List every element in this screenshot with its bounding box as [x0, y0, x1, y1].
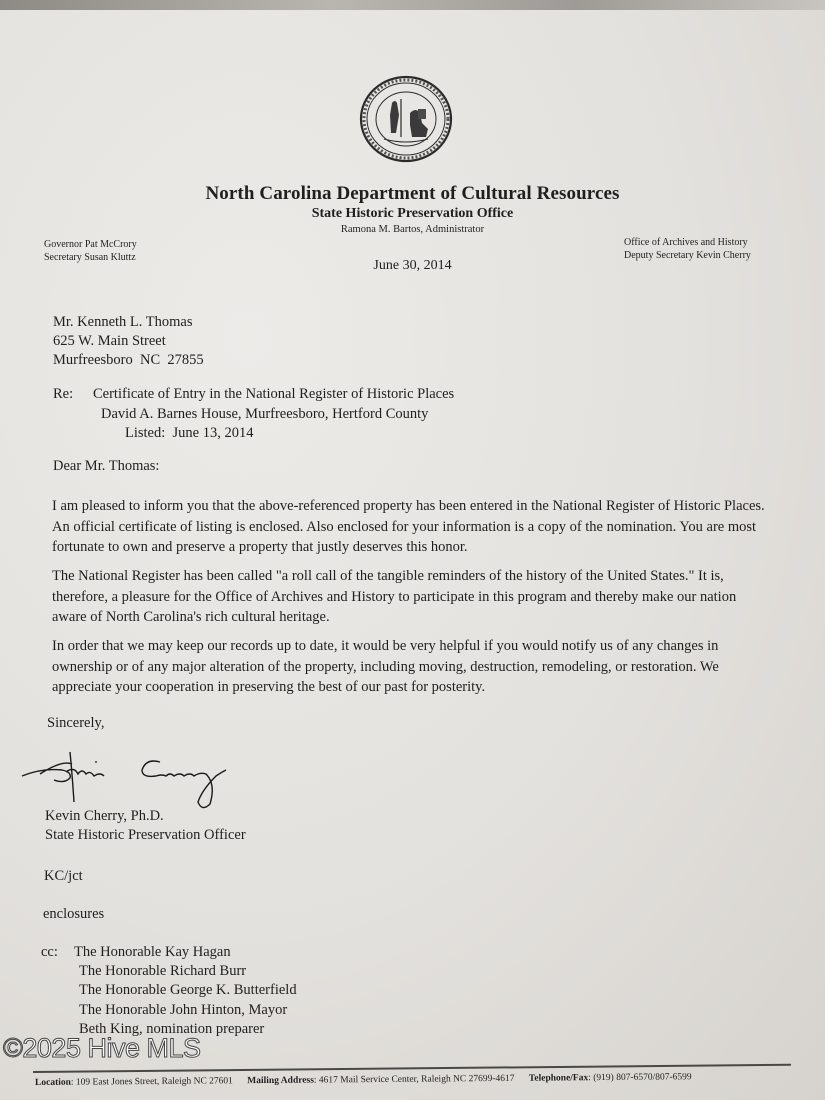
phone-label: Telephone/Fax	[528, 1073, 589, 1084]
cc-list	[41, 943, 297, 1039]
body-paragraph-3: In order that we may keep our records up to date, it would be very helpful if you would notify us of any changes in ownership or of any major alteration of the property, including moving, destruction, remodeling, or restoration. We appreciate your cooperation in preserving the best of our past for posterity.	[52, 638, 719, 695]
signer-block	[45, 807, 246, 845]
location-value: : 109 East Jones Street, Raleigh NC 27601	[70, 1076, 233, 1088]
recipient-street: 625 W. Main Street	[53, 333, 166, 349]
department-name: North Carolina Department of Cultural Resources	[205, 183, 620, 204]
mailing-value: : 4617 Mail Service Center, Raleigh NC 27699-4617	[313, 1073, 515, 1086]
cc-name: Beth King, nomination preparer	[79, 1020, 265, 1037]
signer-name: Kevin Cherry, Ph.D.	[45, 808, 164, 824]
recipient-city: Murfreesboro NC 27855	[53, 352, 204, 368]
phone-value: : (919) 807-6570/807-6599	[588, 1072, 692, 1084]
cc-name: The Honorable George K. Butterfield	[79, 982, 297, 999]
office-line: Office of Archives and History	[624, 237, 748, 248]
governor-line: Governor Pat McCrory	[44, 239, 137, 250]
re-line-3: Listed: June 13, 2014	[125, 425, 254, 441]
state-seal-icon	[354, 75, 458, 163]
body-paragraph-1: I am pleased to inform you that the above-referenced property has been entered in the National Register of Historic Places. An official certificate of listing is enclosed. Also enclosed for your information is a copy of the nomination. You are most fortunate to own and preserve a property that justly deserves this honor.	[52, 498, 765, 555]
cc-name: The Honorable Kay Hagan	[74, 944, 231, 960]
copyright-watermark: ©2025 Hive MLS	[3, 1033, 201, 1063]
signer-title: State Historic Preservation Officer	[45, 827, 246, 843]
office-name: State Historic Preservation Office	[311, 206, 514, 221]
re-line-2: David A. Barnes House, Murfreesboro, Hertford County	[101, 405, 429, 422]
recipient-address	[53, 313, 204, 370]
typist-initials: KC/jct	[44, 868, 83, 884]
letter-date: June 30, 2014	[373, 258, 452, 273]
re-line-1: Certificate of Entry in the National Register of Historic Places	[93, 386, 455, 402]
closing: Sincerely,	[47, 715, 105, 731]
recipient-name: Mr. Kenneth L. Thomas	[53, 314, 193, 330]
deputy-secretary-line: Deputy Secretary Kevin Cherry	[624, 250, 751, 261]
secretary-line: Secretary Susan Kluttz	[44, 252, 136, 263]
enclosures-note: enclosures	[43, 906, 105, 922]
salutation: Dear Mr. Thomas:	[53, 458, 160, 474]
mailing-label: Mailing Address	[247, 1075, 314, 1087]
body-paragraph-2: The National Register has been called "a roll call of the tangible reminders of the history of the United States." It is, therefore, a pleasure for the Office of Archives and History to participate in this program and thereby make our nation aware of North Carolina's rich cultural heritage.	[52, 568, 737, 625]
handwritten-signature	[20, 740, 260, 810]
location-label: Location	[34, 1077, 71, 1088]
cc-name: The Honorable John Hinton, Mayor	[79, 1001, 288, 1018]
administrator-name: Ramona M. Bartos, Administrator	[340, 224, 485, 235]
subject-block	[53, 385, 454, 444]
cc-label: cc:	[41, 944, 58, 960]
cc-name: The Honorable Richard Burr	[79, 963, 247, 980]
re-label: Re:	[53, 386, 74, 402]
